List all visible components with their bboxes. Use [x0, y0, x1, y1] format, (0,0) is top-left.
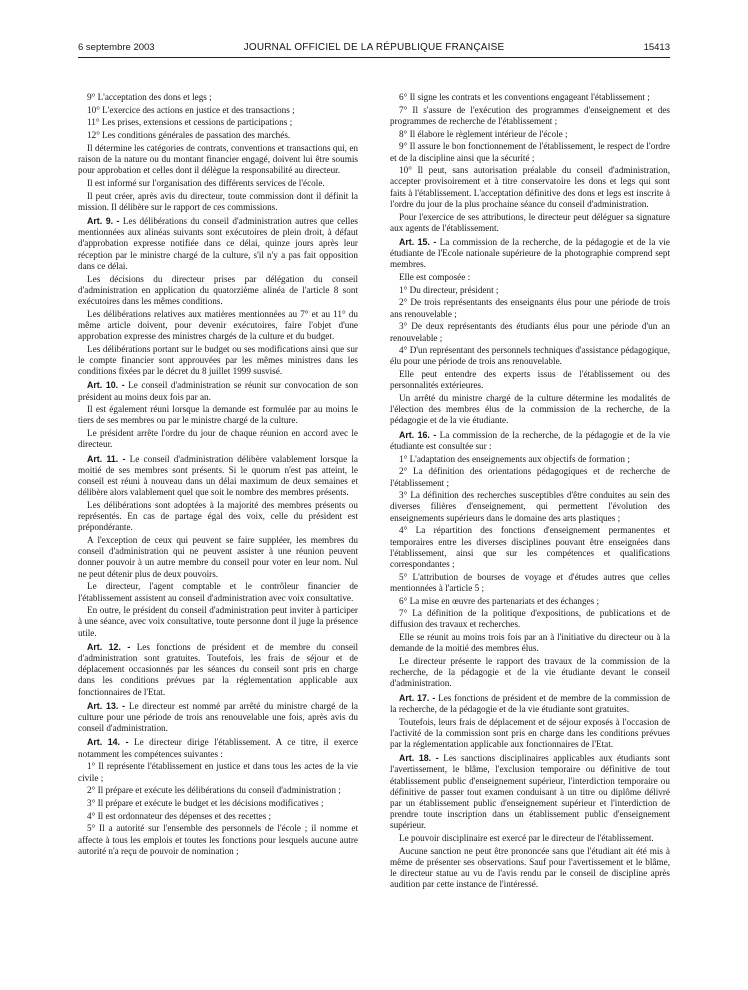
paragraph-text: 11° Les prises, extensions et cessions de participations ;	[87, 117, 293, 128]
paragraph-text: 6° La mise en œuvre des partenariats et des échanges ;	[399, 595, 600, 606]
paragraph-text: Il détermine les catégories de contrats, conventions et transactions qui, en raison de la nature ou du montant financier engagé, doivent lui être soumis pour approbation et celles dont il délègue la responsabilité au directeur.	[78, 142, 358, 176]
article-paragraph	[390, 237, 670, 271]
paragraph	[390, 846, 670, 891]
paragraph-text: Il est informé sur l'organisation des différents services de l'école.	[87, 177, 325, 188]
paragraph-text: Le conseil d'administration délibère valablement lorsque la moitié de ses membres sont présents. Si le quorum n'est pas atteint, le conseil est réuni à nouveau dans un délai maximum de deux semaines et délibère alors valablement quel que soit le nombre des membres présents.	[78, 453, 358, 498]
article-paragraph	[78, 454, 358, 499]
article-label: Art. 12. -	[87, 641, 131, 652]
paragraph	[78, 130, 358, 141]
paragraph	[78, 92, 358, 103]
paragraph-text: Le directeur, l'agent comptable et le contrôleur financier de l'établissement assistent au conseil d'administration avec voix consultative.	[78, 581, 358, 603]
paragraph-text: Le directeur présente le rapport des travaux de la commission de la recherche, de la pédagogie et de la vie étudiante devant le conseil d'administration.	[390, 656, 670, 689]
article-paragraph	[78, 701, 358, 735]
paragraph	[78, 605, 358, 639]
paragraph-text: 4° Il est ordonnateur des dépenses et des recettes ;	[87, 810, 272, 821]
paragraph	[390, 92, 670, 103]
paragraph	[390, 129, 670, 140]
paragraph-text: Elle peut entendre des experts issus de l'établissement ou des personnalités extérieures.	[390, 369, 670, 391]
paragraph	[78, 309, 358, 343]
paragraph-text: Les fonctions de président et de membre de la commission de la recherche, de la pédagogie et de la vie étudiante sont gratuites.	[390, 692, 670, 714]
journal-title: JOURNAL OFFICIEL DE LA RÉPUBLIQUE FRANÇAISE	[243, 42, 505, 53]
paragraph	[390, 321, 670, 343]
paragraph	[390, 272, 670, 283]
paragraph-text: Les délibérations relatives aux matières mentionnées au 7° et au 11° du même article doivent, pour devenir exécutoires, faire l'objet d'une approbation expresse des ministres chargés de la culture et du budget.	[78, 308, 358, 342]
paragraph-text: 1° Du directeur, président ;	[399, 284, 499, 295]
paragraph-text: 3° Il prépare et exécute le budget et les décisions modificatives ;	[87, 797, 324, 808]
paragraph	[78, 404, 358, 426]
paragraph	[78, 191, 358, 213]
article-label: Art. 14. -	[87, 737, 129, 748]
paragraph-text: La commission de la recherche, de la pédagogie et de la vie étudiante est consultée sur :	[390, 429, 671, 451]
paragraph-text: Le président arrête l'ordre du jour de chaque réunion en accord avec le directeur.	[78, 428, 358, 450]
right-column	[390, 92, 670, 892]
paragraph-text: 1° Il représente l'établissement en justice et dans tous les actes de la vie civile ;	[78, 761, 358, 783]
paragraph	[78, 143, 358, 177]
paragraph-text: 9° Il assure le bon fonctionnement de l'établissement, le respect de l'ordre et de la discipline ainsi que la sécurité ;	[390, 141, 670, 163]
paragraph	[78, 178, 358, 189]
paragraph-text: 1° L'adaptation des enseignements aux objectifs de formation ;	[399, 453, 630, 464]
paragraph-text: 2° Il prépare et exécute les délibérations du conseil d'administration ;	[87, 785, 341, 796]
paragraph	[390, 454, 670, 465]
paragraph-text: Les décisions du directeur prises par délégation du conseil d'administration en application du quatorzième alinéa de l'article 8 sont exécutoires dans les mêmes conditions.	[78, 273, 358, 306]
paragraph-text: Elle se réunit au moins trois fois par an à l'initiative du directeur ou à la demande de la moitié des membres élus.	[390, 632, 670, 654]
paragraph	[390, 105, 670, 127]
article-label: Art. 10. -	[87, 380, 125, 391]
paragraph-text: 10° Il peut, sans autorisation préalable du conseil d'administration, accepter provisoirement et à titre conservatoire les dons et legs qui sont faits à l'établissement. L'acceptation définitive des dons et legs est inscrite à l'ordre du jour de la plus prochaine séance du conseil d'administration.	[390, 165, 670, 209]
paragraph	[78, 798, 358, 809]
article-label: Art. 17. -	[399, 692, 436, 703]
issue-date: 6 septembre 2003	[78, 42, 155, 53]
paragraph	[390, 345, 670, 367]
paragraph-text: 2° De trois représentants des enseignants élus pour une période de trois ans renouvelable ;	[390, 297, 670, 319]
paragraph-text: A l'exception de ceux qui peuvent se faire suppléer, les membres du conseil d'administration qui ne peuvent assister à une réunion peuvent donner pouvoir à un autre membre du conseil pour voter en leur nom. Nul ne peut détenir plus de deux pouvoirs.	[78, 535, 358, 579]
paragraph	[390, 717, 670, 751]
paragraph	[390, 632, 670, 654]
article-paragraph	[78, 380, 358, 402]
paragraph-text: Les sanctions disciplinaires applicables aux étudiants sont l'avertissement, le blâme, l'exclusion temporaire ou définitive de tout établissement public d'enseignement supérieur, l'interdiction temporaire ou définitive de passer tout examen conduisant à un titre ou diplôme délivré par un établissement public d'enseignement supérieur et l'interdiction de prendre toute inscription dans un établissement public d'enseignement supérieur.	[390, 753, 670, 831]
paragraph	[390, 285, 670, 296]
paragraph-text: Elle est composée :	[399, 272, 471, 283]
article-label: Art. 15. -	[399, 236, 437, 247]
paragraph-text: Pour l'exercice de ses attributions, le directeur peut déléguer sa signature aux agents de l'établissement.	[390, 211, 670, 233]
paragraph-text: Toutefois, leurs frais de déplacement et de séjour exposés à l'occasion de l'activité de la commission sont pris en charge dans les conditions prévues par la réglementation applicable aux fonctionnaires de l'Etat.	[390, 716, 670, 749]
paragraph	[78, 535, 358, 580]
paragraph-text: Les fonctions de président et de membre du conseil d'administration sont gratuites. Toutefois, les frais de séjour et de déplacement occasionnés par les séances du conseil sont pris en charge dans les conditions prévues par la réglementation applicable aux fonctionnaires de l'Etat.	[78, 641, 358, 697]
paragraph-text: 3° La définition des recherches susceptibles d'être conduites au sein des diverses filières d'enseignement, qui permettent l'évolution des enseignements supérieurs dans le domaine des arts plastiques ;	[390, 490, 670, 523]
paragraph-text: Aucune sanction ne peut être prononcée sans que l'étudiant ait été mis à même de présenter ses observations. Sauf pour l'avertissement et le blâme, le directeur statue au vu de l'avis rendu par le conseil de discipline après audition par cette instance de l'intéressé.	[390, 845, 670, 890]
paragraph-text: 5° Il a autorité sur l'ensemble des personnels de l'école ; il nomme et affecte à tous les emplois et toutes les fonctions pour lesquels aucune autre autorité n'a reçu de pouvoir de nomination ;	[78, 823, 358, 856]
paragraph-text: Il peut créer, après avis du directeur, toute commission dont il définit la mission. Il délibère sur le rapport de ces commissions.	[78, 190, 358, 212]
paragraph-text: 6° Il signe les contrats et les conventions engageant l'établissement ;	[399, 92, 650, 102]
paragraph	[390, 297, 670, 319]
paragraph-text: Les délibérations du conseil d'administration autres que celles mentionnées aux alinéas suivants sont exécutoires de plein droit, à défaut d'approbation expresse notifiée dans ce délai, quinze jours après leur réception par le ministre chargé de la culture, s'il n'y a pas fait opposition dans ce délai.	[78, 216, 358, 271]
paragraph-text: Un arrêté du ministre chargé de la culture détermine les modalités de l'élection des membres élus de la commission de la recherche, de la pédagogie et de la vie étudiante.	[390, 393, 670, 426]
paragraph	[390, 165, 670, 210]
paragraph-text: 5° L'attribution de bourses de voyage et d'études autres que celles mentionnées à l'article 5 ;	[390, 571, 670, 593]
paragraph-text: 4° D'un représentant des personnels techniques d'assistance pédagogique, élu pour une période de trois ans renouvelable.	[390, 345, 670, 367]
paragraph-text: 9° L'acceptation des dons et legs ;	[87, 92, 212, 102]
paragraph	[78, 785, 358, 796]
paragraph-text: Le directeur dirige l'établissement. A ce titre, il exerce notamment les compétences suivantes :	[78, 737, 358, 759]
paragraph-text: 12° Les conditions générales de passation des marchés.	[87, 130, 291, 141]
paragraph-text: Les délibérations portant sur le budget ou ses modifications ainsi que sur le compte financier sont approuvées par les mêmes ministres dans les conditions fixées par le décret du 8 juillet 1999 susvisé.	[78, 343, 358, 377]
paragraph	[78, 105, 358, 116]
paragraph	[390, 596, 670, 607]
paragraph	[390, 833, 670, 844]
paragraph	[78, 344, 358, 378]
article-label: Art. 13. -	[87, 700, 126, 711]
paragraph	[78, 761, 358, 783]
header-rule	[78, 57, 670, 58]
paragraph-text: 4° La répartition des fonctions d'enseignement permanentes et temporaires entre les diverses disciplines pouvant être enseignées dans l'établissement, ainsi que sur les compétences et qualifications correspondantes ;	[390, 525, 670, 569]
page-header	[78, 42, 670, 58]
article-label: Art. 11. -	[87, 453, 126, 464]
article-label: Art. 9. -	[87, 216, 120, 227]
article-label: Art. 18. -	[399, 753, 439, 764]
paragraph-text: 3° De deux représentants des étudiants élus pour une période d'un an renouvelable ;	[390, 321, 670, 343]
article-paragraph	[390, 693, 670, 715]
paragraph-text: 10° L'exercice des actions en justice et des transactions ;	[87, 104, 295, 115]
paragraph-text: En outre, le président du conseil d'administration peut inviter à participer à une séance, avec voix consultative, toute personne dont il juge la présence utile.	[78, 605, 358, 638]
paragraph-text: 8° Il élabore le règlement intérieur de l'école ;	[399, 128, 568, 139]
paragraph-text: Le conseil d'administration se réunit sur convocation de son président au moins deux fois par an.	[78, 380, 358, 402]
paragraph	[390, 141, 670, 163]
paragraph	[390, 572, 670, 594]
article-label: Art. 16. -	[399, 429, 437, 440]
paragraph	[78, 117, 358, 128]
paragraph	[78, 500, 358, 534]
article-paragraph	[78, 642, 358, 698]
paragraph-text: 2° La définition des orientations pédagogiques et de recherche de l'établissement ;	[390, 466, 670, 488]
paragraph	[78, 274, 358, 308]
paragraph	[390, 525, 670, 570]
article-paragraph	[78, 737, 358, 759]
paragraph	[390, 393, 670, 427]
paragraph-text: La commission de la recherche, de la pédagogie et de la vie étudiante de l'Ecole nationale supérieure de la photographie comprend sept membres.	[390, 236, 671, 270]
paragraph	[390, 656, 670, 690]
paragraph	[390, 212, 670, 234]
paragraph	[78, 428, 358, 450]
paragraph	[390, 369, 670, 391]
article-paragraph	[390, 753, 670, 831]
paragraph-text: Le directeur est nommé par arrêté du ministre chargé de la culture pour une période de trois ans renouvelable une fois, après avis du conseil d'administration.	[78, 700, 358, 734]
article-paragraph	[390, 430, 670, 452]
left-column	[78, 92, 358, 859]
article-paragraph	[78, 216, 358, 272]
paragraph-text: Il est également réuni lorsque la demande est formulée par au moins le tiers de ses membres ou par le ministre chargé de la culture.	[78, 404, 358, 426]
paragraph	[78, 811, 358, 822]
paragraph	[390, 490, 670, 524]
paragraph	[78, 581, 358, 603]
paragraph-text: 7° Il s'assure de l'exécution des programmes d'enseignement et des programmes de recherche de l'établissement ;	[390, 104, 670, 126]
page-number: 15413	[643, 42, 670, 53]
paragraph-text: 7° La définition de la politique d'expositions, de publications et de diffusion des travaux et recherches.	[390, 608, 670, 630]
paragraph	[78, 823, 358, 857]
paragraph	[390, 608, 670, 630]
paragraph-text: Les délibérations sont adoptées à la majorité des membres présents ou représentés. En cas de partage égal des voix, celle du président est prépondérante.	[78, 499, 358, 533]
paragraph	[390, 466, 670, 488]
paragraph-text: Le pouvoir disciplinaire est exercé par le directeur de l'établissement.	[399, 833, 654, 844]
